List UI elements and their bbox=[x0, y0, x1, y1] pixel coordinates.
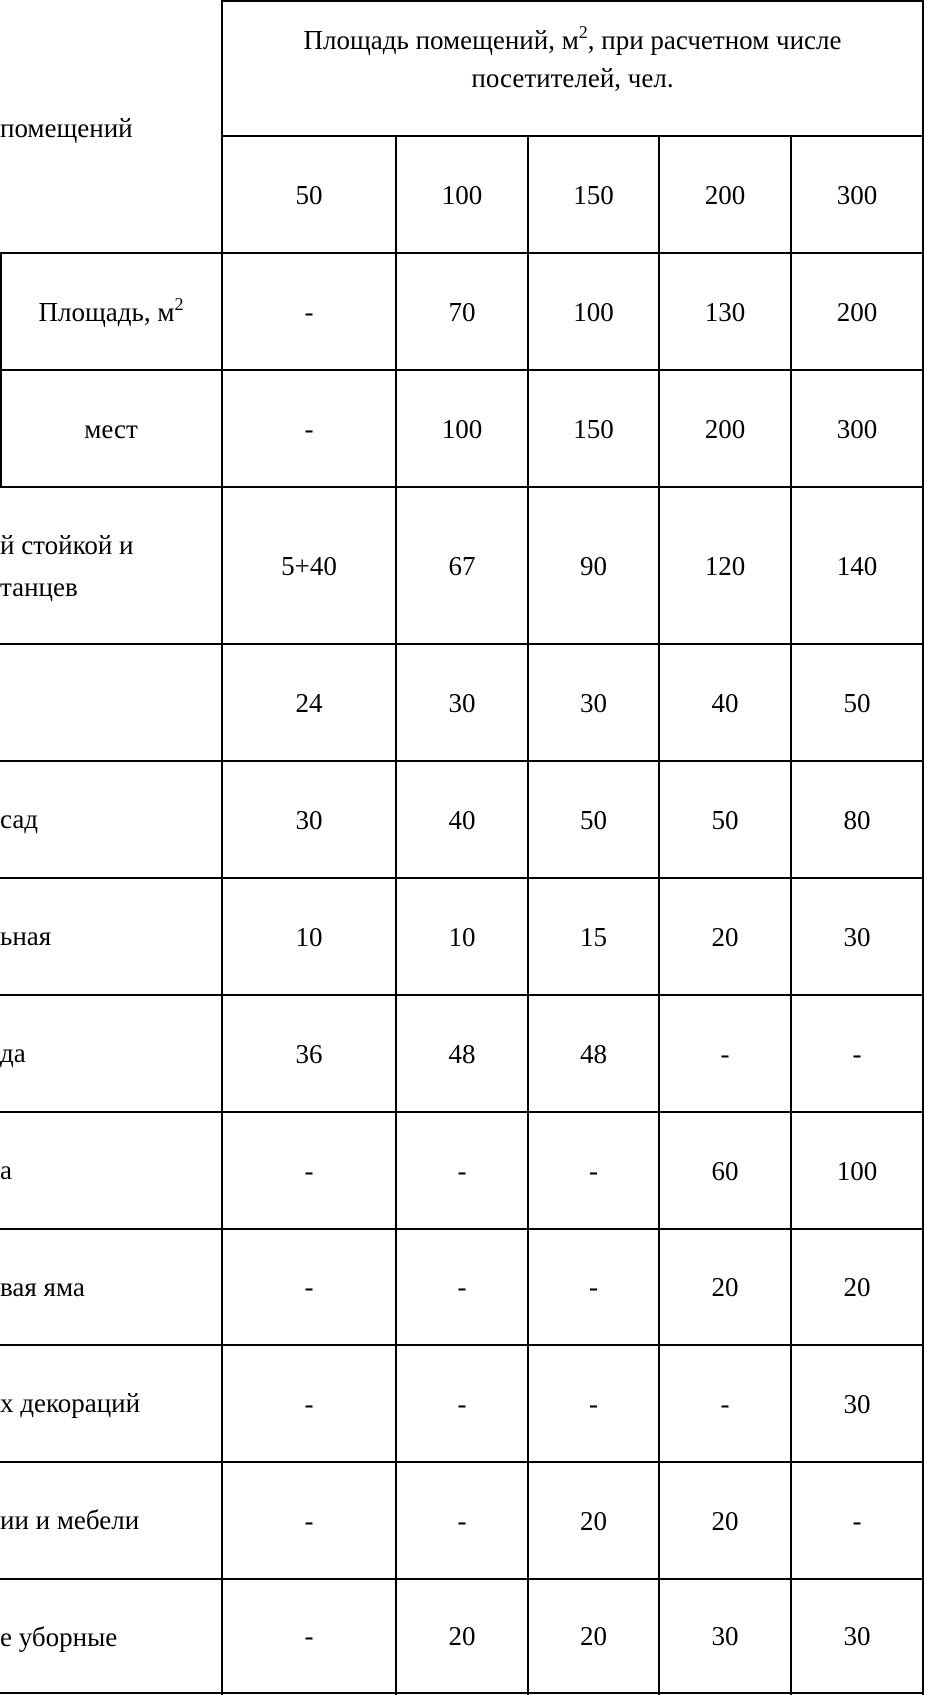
table-cell: 20 bbox=[448, 1621, 476, 1651]
row-label: е уборные bbox=[0, 1622, 118, 1652]
table-cell: 30 bbox=[295, 805, 323, 835]
table-cell: - bbox=[304, 1389, 314, 1419]
table-cell: 90 bbox=[580, 551, 607, 581]
table-cell: - bbox=[457, 1272, 467, 1302]
column-header: 300 bbox=[836, 180, 878, 210]
table-cell: 50 bbox=[580, 805, 607, 835]
table-cell: - bbox=[304, 1272, 314, 1302]
table-cell: 20 bbox=[580, 1621, 607, 1651]
column-header: 200 bbox=[704, 180, 746, 210]
table-cell: 20 bbox=[843, 1272, 871, 1302]
table-cell: 30 bbox=[843, 922, 871, 952]
table-cell: 30 bbox=[843, 1621, 871, 1651]
row-label: ьная bbox=[0, 921, 52, 951]
table-cell: 60 bbox=[711, 1156, 739, 1186]
table-cell: - bbox=[304, 414, 314, 444]
row-label: да bbox=[0, 1038, 26, 1068]
table-cell: - bbox=[852, 1039, 862, 1069]
column-header: 100 bbox=[441, 180, 483, 210]
header-group-title: Площадь помещений, $м^2$, при расчетном числе bbox=[303, 22, 842, 55]
table-cell: 30 bbox=[580, 688, 607, 718]
table-cell: 150 bbox=[573, 414, 614, 444]
table-cell: 48 bbox=[580, 1039, 607, 1069]
table-cell: 140 bbox=[836, 551, 878, 581]
table-cell: - bbox=[304, 297, 314, 327]
table-cell: 100 bbox=[836, 1156, 878, 1186]
table-cell: - bbox=[589, 1156, 598, 1186]
table-cell: - bbox=[457, 1506, 467, 1536]
header-group-title-line2: посетителей, чел. bbox=[471, 63, 674, 93]
column-header: 150 bbox=[573, 180, 614, 210]
table-cell: 300 bbox=[836, 414, 878, 444]
table-cell: 50 bbox=[843, 688, 871, 718]
table-cell: 130 bbox=[704, 297, 746, 327]
row-label: вая яма bbox=[0, 1272, 85, 1302]
table-cell: 100 bbox=[573, 297, 614, 327]
table-cell: - bbox=[720, 1389, 730, 1419]
row-label: ии и мебели bbox=[0, 1505, 140, 1535]
header-left-label: помещений bbox=[0, 113, 133, 143]
table-cell: 20 bbox=[711, 1506, 739, 1536]
table-cell: 100 bbox=[441, 414, 483, 444]
table-cell: - bbox=[304, 1156, 314, 1186]
table-cell: 5+40 bbox=[281, 551, 337, 581]
row-label: й стойкой и bbox=[0, 530, 134, 560]
table-cell: 24 bbox=[295, 688, 323, 718]
table-cell: - bbox=[304, 1506, 314, 1536]
row-label: сад bbox=[0, 804, 39, 834]
table-cell: 70 bbox=[448, 297, 476, 327]
table-cell: - bbox=[852, 1506, 862, 1536]
table-cell: 67 bbox=[448, 551, 476, 581]
table-cell: 200 bbox=[836, 297, 878, 327]
table-cell: - bbox=[457, 1389, 467, 1419]
table-cell: - bbox=[457, 1156, 467, 1186]
row-label: а bbox=[0, 1155, 12, 1185]
table-cell: - bbox=[720, 1039, 730, 1069]
table-cell: 30 bbox=[843, 1389, 871, 1419]
table-cell: - bbox=[589, 1272, 598, 1302]
table-cell: - bbox=[589, 1389, 598, 1419]
row-label: мест bbox=[84, 414, 138, 444]
table-cell: 200 bbox=[704, 414, 746, 444]
table-cell: 40 bbox=[711, 688, 739, 718]
table-cell: 30 bbox=[711, 1621, 739, 1651]
row-label: х декораций bbox=[0, 1388, 141, 1418]
table-cell: 20 bbox=[580, 1506, 607, 1536]
table-cell: - bbox=[304, 1621, 314, 1651]
table-cell: 20 bbox=[711, 922, 739, 952]
table-cell: 48 bbox=[448, 1039, 476, 1069]
row-label: танцев bbox=[0, 572, 78, 602]
row-label: Площадь, $м^2$ bbox=[38, 294, 184, 327]
table-cell: 10 bbox=[448, 922, 476, 952]
table-cell: 15 bbox=[580, 922, 607, 952]
table-cell: 50 bbox=[711, 805, 739, 835]
column-header: 50 bbox=[295, 180, 323, 210]
table-cell: 120 bbox=[704, 551, 746, 581]
table-cell: 20 bbox=[711, 1272, 739, 1302]
table-cell: 80 bbox=[843, 805, 871, 835]
table-cell: 40 bbox=[448, 805, 476, 835]
table-cell: 36 bbox=[295, 1039, 323, 1069]
table-cell: 30 bbox=[448, 688, 476, 718]
table-cell: 10 bbox=[295, 922, 323, 952]
